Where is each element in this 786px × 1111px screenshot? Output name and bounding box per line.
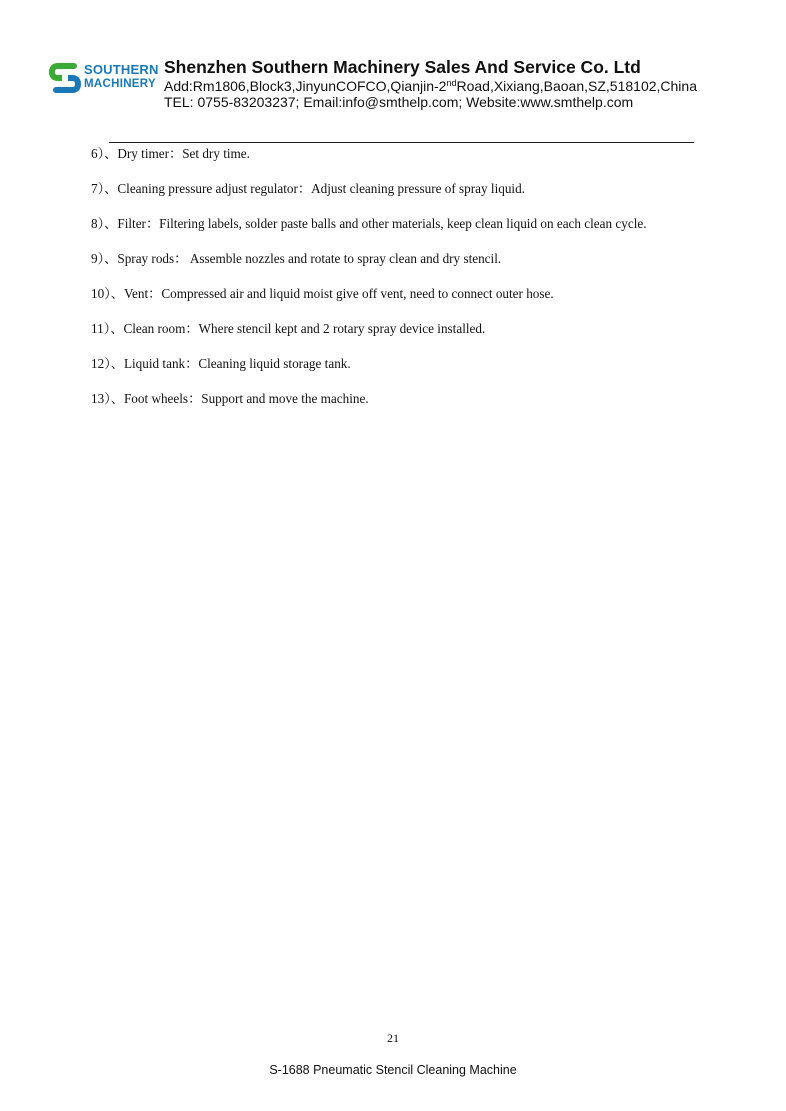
page-number: 21	[387, 1031, 399, 1045]
address-suffix: Road,Xixiang,Baoan,SZ,518102,China	[456, 78, 697, 94]
company-logo	[48, 60, 160, 98]
address-superscript: nd	[446, 78, 457, 88]
list-item: 12）、Liquid tank：Cleaning liquid storage tank.	[91, 356, 351, 371]
company-address	[164, 78, 697, 94]
list-item: 11）、Clean room：Where stencil kept and 2 rotary spray device installed.	[91, 321, 486, 336]
company-name: Shenzhen Southern Machinery Sales And Service Co. Ltd	[164, 57, 641, 77]
list-item: 9）、Spray rods： Assemble nozzles and rotate to spray clean and dry stencil.	[91, 251, 502, 266]
document-title: S-1688 Pneumatic Stencil Cleaning Machine	[269, 1063, 517, 1077]
company-contact: TEL: 0755-83203237; Email:info@smthelp.com; Website:www.smthelp.com	[164, 94, 634, 110]
list-item: 8）、Filter：Filtering labels, solder paste balls and other materials, keep clean liquid on each clean cycle.	[91, 216, 647, 231]
logo-s-icon	[48, 60, 82, 96]
header-divider	[109, 142, 694, 143]
logo-wordmark	[84, 62, 159, 92]
component-list	[91, 146, 647, 426]
list-item: 13）、Foot wheels：Support and move the machine.	[91, 391, 369, 406]
list-item: 7）、Cleaning pressure adjust regulator：Adjust cleaning pressure of spray liquid.	[91, 181, 525, 196]
logo-line-southern: SOUTHERN	[84, 62, 159, 77]
logo-line-machinery: MACHINERY	[84, 78, 156, 90]
address-prefix: Add:Rm1806,Block3,JinyunCOFCO,Qianjin-2	[164, 78, 447, 94]
page-header	[0, 0, 786, 120]
list-item: 6）、Dry timer：Set dry time.	[91, 146, 250, 161]
list-item: 10）、Vent：Compressed air and liquid moist give off vent, need to connect outer hose.	[91, 286, 554, 301]
